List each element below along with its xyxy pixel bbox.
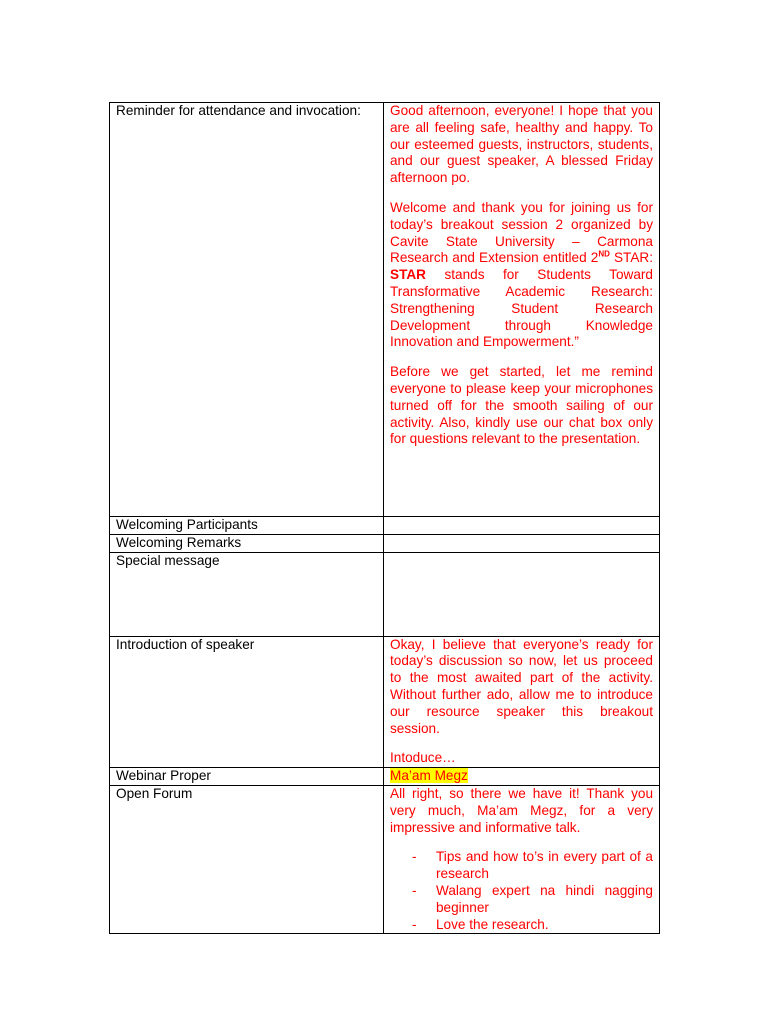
table-row bbox=[110, 517, 660, 535]
row-label-reminder: Reminder for attendance and invocation: bbox=[110, 103, 384, 517]
row-label-introduction: Introduction of speaker bbox=[110, 636, 384, 768]
dash-marker: - bbox=[412, 849, 417, 865]
row-label-webinar-proper: Webinar Proper bbox=[110, 768, 384, 786]
welcome-paragraph bbox=[390, 200, 653, 351]
list-item bbox=[390, 917, 653, 934]
row-content-reminder bbox=[384, 103, 660, 517]
row-content-welcoming-participants bbox=[384, 517, 660, 535]
list-item-text: Love the research. bbox=[436, 916, 549, 932]
row-label-welcoming-participants: Welcoming Participants bbox=[110, 517, 384, 535]
introduction-paragraph: Okay, I believe that everyone’s ready for today’s discussion so now, let us proceed to the most awaited part of the activity. Without further ado, allow me to introduce our resource speaker this breakout session. bbox=[390, 636, 653, 736]
table-row bbox=[110, 785, 660, 933]
welcome-text-a: Welcome and thank you for joining us for today’s breakout session 2 organized by Cavite State University – Carmona Research and Extension entitled 2 bbox=[390, 199, 653, 266]
welcome-text-c: stands for Students Toward Transformative Academic Research: Strengthening Student Research Development through Knowledge Innovation and Empowerment.” bbox=[390, 267, 653, 350]
dash-marker: - bbox=[412, 916, 417, 932]
table-row bbox=[110, 768, 660, 786]
list-item-text: Tips and how to’s in every part of a research bbox=[436, 849, 653, 882]
open-forum-paragraph: All right, so there we have it! Thank you very much, Ma’am Megz, for a very impressive and informative talk. bbox=[390, 785, 653, 835]
ordinal-superscript: ND bbox=[598, 249, 610, 259]
takeaways-list bbox=[390, 849, 653, 933]
program-table bbox=[109, 102, 660, 934]
row-content-welcoming-remarks bbox=[384, 534, 660, 552]
table-row bbox=[110, 534, 660, 552]
speaker-name-highlight: Ma’am Megz bbox=[390, 768, 468, 784]
row-label-open-forum: Open Forum bbox=[110, 785, 384, 933]
row-content-open-forum bbox=[384, 785, 660, 933]
list-item bbox=[390, 849, 653, 883]
welcome-text-b: STAR: bbox=[609, 250, 653, 266]
row-label-special-message: Special message bbox=[110, 552, 384, 636]
dash-marker: - bbox=[412, 882, 417, 898]
table-row bbox=[110, 552, 660, 636]
reminder-paragraph: Before we get started, let me remind everyone to please keep your microphones turned off for the smooth sailing of our activity. Also, kindly use our chat box only for questions relevant to the presentation. bbox=[390, 364, 653, 447]
row-label-welcoming-remarks: Welcoming Remarks bbox=[110, 534, 384, 552]
greeting-paragraph: Good afternoon, everyone! I hope that you are all feeling safe, healthy and happy. To our esteemed guests, instructors, students, and our guest speaker, A blessed Friday afternoon po. bbox=[390, 103, 653, 186]
row-content-introduction bbox=[384, 636, 660, 768]
table-row bbox=[110, 103, 660, 517]
row-content-special-message bbox=[384, 552, 660, 636]
star-bold: STAR bbox=[390, 267, 426, 283]
list-item-text: Walang expert na hindi nagging beginner bbox=[436, 882, 653, 915]
row-content-webinar-proper bbox=[384, 768, 660, 786]
list-item bbox=[390, 883, 653, 917]
table-row bbox=[110, 636, 660, 768]
introduce-note: Intoduce… bbox=[390, 750, 456, 766]
